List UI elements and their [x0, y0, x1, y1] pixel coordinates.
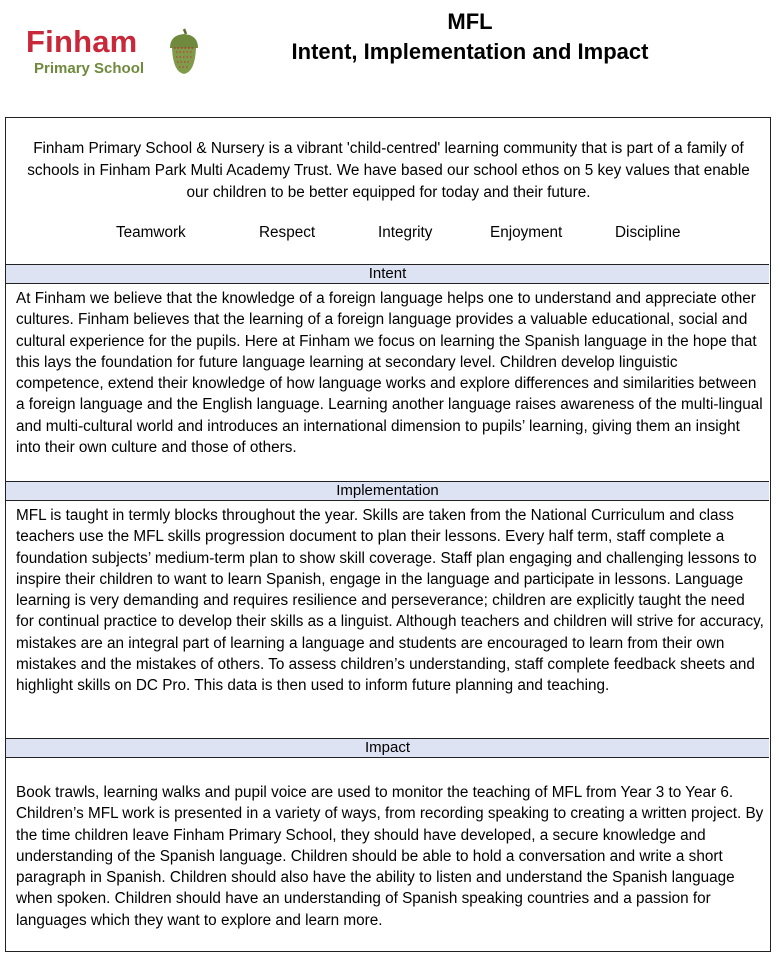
- logo-name: Finham: [26, 24, 138, 59]
- intent-body: At Finham we believe that the knowledge of a foreign language helps one to understand and appreciate other cultures. Finham believes that the learning of a foreign language provides a valuable educational, social and cultural experience for the pupils. Here at Finham we focus on learning the Spanish language in the hope that this lays the foundation for future language learning at secondary level. Children develop linguistic competence, extend their knowledge of how language works and explore differences and similarities between a foreign language and the English language. Learning another language raises awareness of the multi-lingual and multi-cultural world and introduces an international dimension to pupils’ learning, giving them an insight into their own culture and those of others.: [16, 290, 763, 457]
- implementation-body: MFL is taught in termly blocks throughout the year. Skills are taken from the National Curriculum and class teachers use the MFL skills progression document to plan their lessons. Every half term, staff complete a foundation subjects’ medium-term plan to show skill coverage. Staff plan engaging and challenging lessons to inspire their children to want to learn Spanish, engage in the language and participate in lessons. Language learning is very demanding and requires resilience and perseverance; children are explicitly taught the need for continual practice to develop their skills as a linguist. Although teachers and children will strive for accuracy, mistakes are an integral part of learning a language and students are encouraged to learn from their own mistakes and the mistakes of others. To assess children’s understanding, staff complete feedback sheets and highlight skills on DC Pro. This data is then used to inform future planning and teaching.: [16, 507, 764, 695]
- intro-section: [6, 118, 769, 264]
- document-title: Intent, Implementation and Impact: [291, 39, 649, 64]
- acorn-icon: [166, 28, 202, 76]
- subject-title: MFL: [447, 9, 493, 34]
- content-frame: [5, 117, 771, 952]
- intro-text: Finham Primary School & Nursery is a vibrant 'child-centred' learning community that is part of a family of schools in Finham Park Multi Academy Trust. We have based our school ethos on 5 key values that enable our children to be better equipped for today and their future.: [27, 140, 750, 201]
- logo-subtitle: Primary School: [34, 60, 145, 77]
- value-integrity: Integrity: [378, 224, 433, 241]
- impact-body: Book trawls, learning walks and pupil voice are used to monitor the teaching of MFL from Year 3 to Year 6. Children’s MFL work is presented in a variety of ways, from recording speaking to creating a written project. By the time children leave Finham Primary School, they should have developed, a secure knowledge and understanding of the Spanish language. Children should be able to hold a conversation and write a short paragraph in Spanish. Children should also have the ability to listen and understand the Spanish language when spoken. Children should have an understanding of Spanish speaking countries and a passion for languages which they want to explore and learn more.: [16, 784, 764, 929]
- value-respect: Respect: [259, 224, 316, 241]
- value-teamwork: Teamwork: [116, 224, 186, 241]
- value-discipline: Discipline: [615, 224, 681, 241]
- intent-heading: Intent: [6, 264, 769, 284]
- impact-heading: Impact: [6, 738, 769, 758]
- page-title: [230, 8, 710, 66]
- school-logo: [26, 24, 206, 84]
- value-enjoyment: Enjoyment: [490, 224, 563, 241]
- implementation-heading: Implementation: [6, 481, 769, 501]
